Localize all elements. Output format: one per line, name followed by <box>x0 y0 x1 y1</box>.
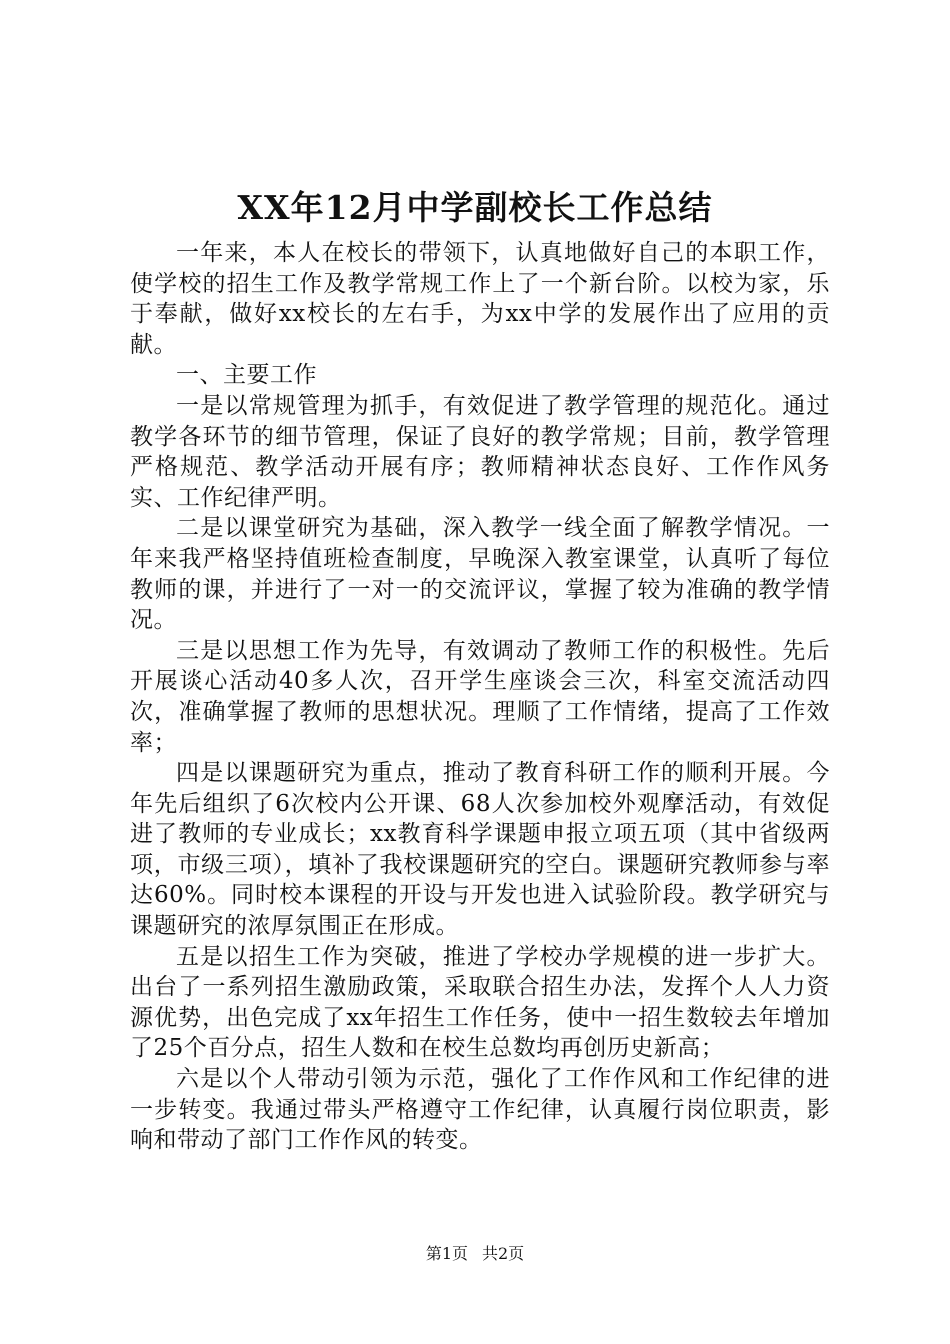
paragraph-item-3: 三是以思想工作为先导，有效调动了教师工作的积极性。先后开展谈心活动40多人次，召开学生座谈会三次，科室交流活动四次，准确掌握了教师的思想状况。理顺了工作情绪，提高了工作效率； <box>130 637 830 756</box>
paragraph-item-1: 一是以常规管理为抓手，有效促进了教学管理的规范化。通过教学各环节的细节管理，保证了良好的教学常规；目前，教学管理严格规范、教学活动开展有序；教师精神状态良好、工作作风务实、工作纪律严明。 <box>130 392 830 511</box>
document-body <box>130 238 830 1156</box>
page-number: 第1页 <box>425 1244 468 1263</box>
page-footer <box>0 1244 950 1264</box>
page-total: 共2页 <box>482 1244 525 1263</box>
paragraph-item-5: 五是以招生工作为突破，推进了学校办学规模的进一步扩大。出台了一系列招生激励政策，采取联合招生办法，发挥个人人力资源优势，出色完成了xx年招生工作任务，使中一招生数较去年增加了25个百分点，招生人数和在校生总数均再创历史新高； <box>130 943 830 1062</box>
paragraph-item-4: 四是以课题研究为重点，推动了教育科研工作的顺利开展。今年先后组织了6次校内公开课、68人次参加校外观摩活动，有效促进了教师的专业成长；xx教育科学课题申报立项五项（其中省级两项，市级三项），填补了我校课题研究的空白。课题研究教师参与率达60%。同时校本课程的开设与开发也进入试验阶段。教学研究与课题研究的浓厚氛围正在形成。 <box>130 760 830 940</box>
section-heading-main-work: 一、主要工作 <box>176 362 317 389</box>
paragraph-intro: 一年来，本人在校长的带领下，认真地做好自己的本职工作，使学校的招生工作及教学常规工作上了一个新台阶。以校为家，乐于奉献，做好xx校长的左右手，为xx中学的发展作出了应用的贡献。 <box>130 240 830 358</box>
paragraph-item-6: 六是以个人带动引领为示范，强化了工作作风和工作纪律的进一步转变。我通过带头严格遵守工作纪律，认真履行岗位职责，影响和带动了部门工作作风的转变。 <box>130 1066 830 1154</box>
document-title: XX年12月中学副校长工作总结 <box>237 188 713 227</box>
paragraph-item-2: 二是以课堂研究为基础，深入教学一线全面了解教学情况。一年来我严格坚持值班检查制度，早晚深入教室课堂，认真听了每位教师的课，并进行了一对一的交流评议，掌握了较为准确的教学情况。 <box>130 515 830 634</box>
